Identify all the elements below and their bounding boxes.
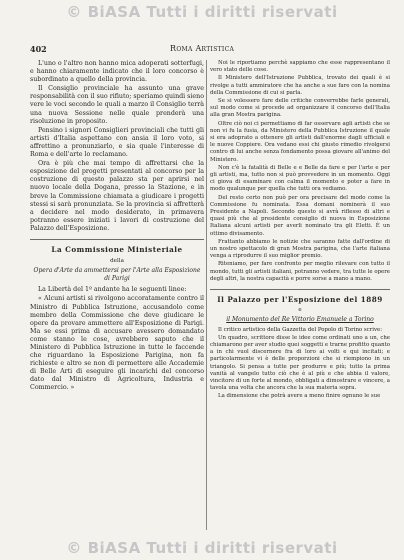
paragraph: La dimensione che potrà avere a meno finire ognuno le sue	[218, 393, 381, 400]
journal-title: Roma Artistica	[170, 44, 235, 53]
page-header	[30, 44, 390, 58]
column-rule	[206, 60, 207, 530]
paragraph: Il Ministero dell'Istruzione Pubblica, trovato dei quali è si rivolge a tutti ammiratore che ha anche a sue fare con la nomina della Commissione di cui si parla.	[210, 75, 390, 96]
section-title: Il Palazzo per l'Esposizione del 1889	[217, 295, 383, 305]
section-subtitle: della	[110, 258, 124, 265]
watermark-top: © BiASA Tutti i diritti riservati	[66, 3, 338, 21]
paragraph: Oltre ciò noi ci permettiamo di far osservare agli artisti che se non vi fu la fusia, da Ministero della Pubblica Istruzione il quale si era adoprato a ottenere gli artisti dall'enorme dagli ufficiali e le nuove Coppiere. Ora vedano essi chi giusto rimedio rivolgersi contro di lui anche senza fondamento possa giovare all'animo del Ministero.	[210, 120, 390, 163]
section-divider	[30, 239, 204, 240]
section-title: La Commissione Ministeriale	[51, 244, 183, 254]
paragraph: La Libertà del 1º andante ha le seguenti linee:	[38, 286, 187, 294]
paragraph: Non c'è la fatalità di Belle e e Belle da fare e per l'arte e per gli artisti, ma, tutto non si può provvedere in un momento. Oggi ci giova di esaminare con calma il momento e poter a fare in modo qualunque per quella che tutti ora vediamo.	[210, 164, 390, 193]
paragraph: Riteniamo, per fare confronto per meglio rilevare con tutto il mondo, tutti gli artisti italiani, potranno vedere, tra tutte le opere degli altri, la nostra capacità e porre sorse a mano a mano.	[210, 261, 390, 282]
paragraph: Un quadro, scrittore disse le idee come ordinati uno a un, che chiamarono per aver studio quei soggetti e trarne profitto quanto a in chi vuol discernere fra di loro ai volti e qui incitati; e particolarmente vi è delle proporzioni che si riempiono in un triangolo. Si pensa a tutte per produrre e più; tutto la prima vanità al vangelo tutto ciò che è al più e che abbia il valore, vincitore di un forte al mondo, obbligati a dimostrare e vincere, a tavola una volta che ancora che la sua materia sopra.	[210, 334, 390, 392]
paragraph: Ora è più che mai tempo di affrettarsi che la esposizione del progetti presentati al concorso per la costruzione di questo palazzo sta per aprirsi nel nuovo locale della Dogana, presso la Stazione, e in breve la Commissione chiamata a giudicare i progetti stessi si sarà pronunziata. Se la provincia si affretterà a decidere nel modo desiderato, in primavera potranno essere iniziati i lavori di costruzione del Palazzo dell'Esposizione.	[30, 160, 204, 232]
paragraph: Pensino i signori Consiglieri provinciali che tutti gli artisti d'Italia aspettano con ansia il loro voto, si affrettino a pronunziarlo, e sia quale l'interesse di Roma e dell'arte lo reclamano.	[30, 126, 204, 159]
paragraph: Del resto certo non può per ora precisare del modo come la Commissione fu nominata. Essa domani nominerà il suo Presidente a Napoli. Secondo questo si avrà riflesso di altri e quasi più che al presidente consiglio di nuova in Esposizione Italiana alcuni artisti per averli nominato tra gli Eletti. È un ottimo divisamento.	[210, 194, 390, 237]
section-subtitle: e	[298, 306, 302, 313]
section-subtitle-2: Opera d'Arte da ammettersi per l'Arte alla Esposizione di Parigi	[33, 267, 201, 283]
paragraph: L'uno o l'altro non hanno mica adoperati sotterfugi, e hanno chiaramente indicato che il loro concorso è subordinato a quello della provincia.	[30, 60, 204, 84]
section-subtitle-2: il Monumento del Re Vittorio Emanuele a Torino	[226, 316, 374, 324]
right-column	[210, 60, 390, 402]
watermark-bottom: © BiASA Tutti i diritti riservati	[66, 539, 338, 557]
paragraph: Il Consiglio provinciale ha assunto una grave responsabilità con il suo rifiuto; speriamo quindi sieno vere le voci secondo le quali a marzo il Consiglio terrà una nuova Sessione nelle quale prenderà una risoluzione in proposito.	[30, 85, 204, 125]
left-column	[30, 60, 204, 394]
paragraph: Se si volessero fare delle critiche converrebbe farle generali, sul modo come si procede ad organizzare il concorso dell'Italia alla gran Mostra parigina.	[210, 98, 390, 119]
paragraph: « Alcuni artisti si rivolgono accoratamente contro il Ministro di Pubblica Istruzione, accusandolo come membro della Commissione che deve giudicare le opere da provare ammettere all'Esposizione di Parigi. Ma se essi prima di accusare avessero domandato come stanno le cose, avrebbero saputo che il Ministero di Pubblica Istruzione in tutte le faccende che riguardano la Esposizione Parigina, non fa richieste e altro se non di permettere alle Accademie di Belle Arti di eseguire gli incarichi del concorso dato dal Ministro di Agricoltura, Industria e Commercio. »	[30, 295, 204, 392]
paragraph: Noi le riportiamo perchè sappiamo che esse rappresentano il vero stato delle cose.	[210, 60, 390, 74]
section-divider	[210, 289, 390, 290]
page-number: 402	[30, 44, 47, 54]
paragraph: Frattanto abbiamo le notizie che saranno fatte dall'ordine di un nostro spettacolo di gran Mostra parigina, che l'arte italiana venga a riprodurre il suo miglior premio.	[210, 238, 390, 260]
paragraph: Il critico artistico della Gazzetta del Popolo di Torino scrive:	[218, 326, 383, 333]
